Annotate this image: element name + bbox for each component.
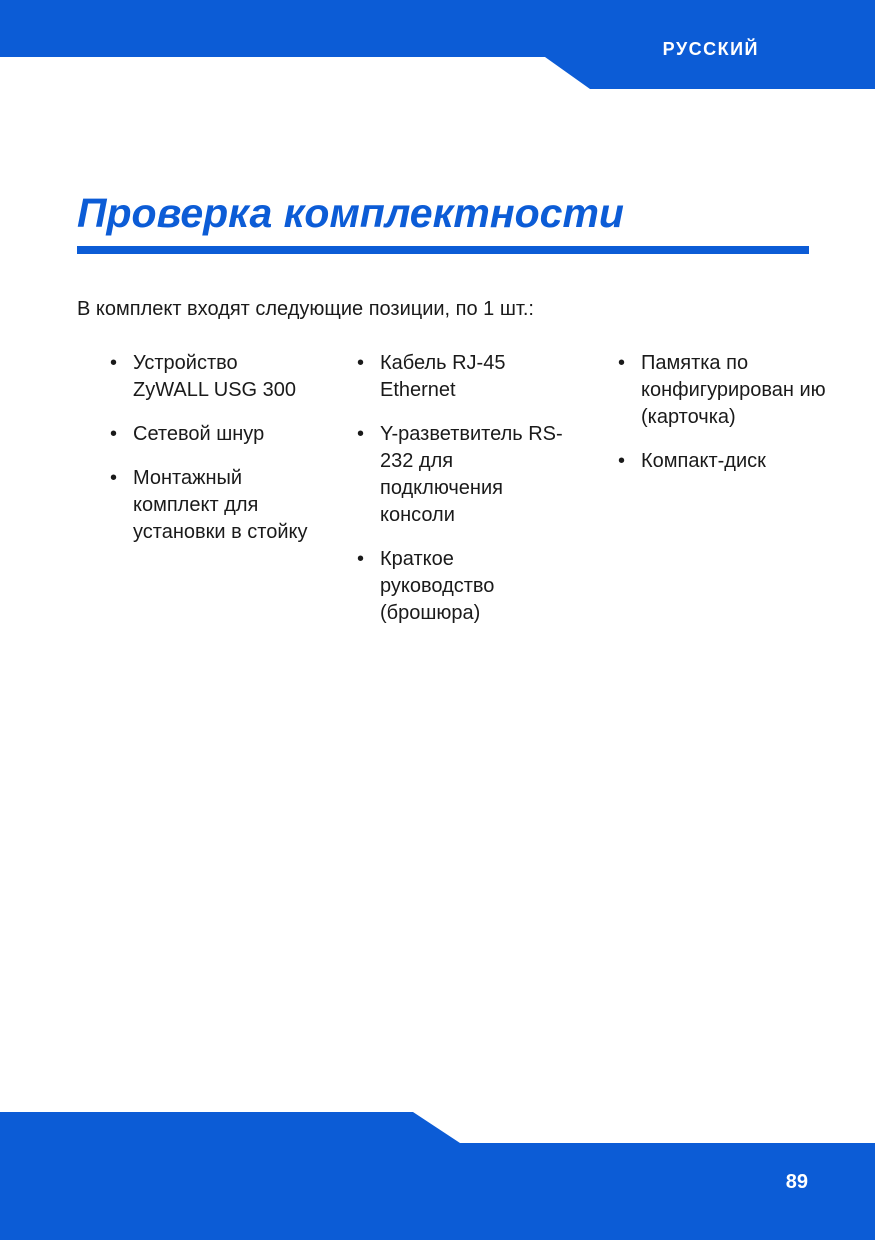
item-label: Монтажный комплект для установки в стойку <box>133 467 308 543</box>
list-item <box>618 350 848 431</box>
item-label: Y-разветвитель RS-232 для подключения консоли <box>380 423 563 526</box>
package-list-column-3 <box>618 350 848 492</box>
language-label: РУССКИЙ <box>662 39 759 59</box>
bullet-icon: • <box>357 352 365 374</box>
footer-band <box>0 1110 875 1240</box>
item-label: Сетевой шнур <box>133 423 265 445</box>
item-label: Компакт-диск <box>641 450 766 472</box>
list-item <box>357 421 567 529</box>
package-list-column-2 <box>357 350 567 644</box>
item-label: Краткое руководство (брошюра) <box>380 548 495 624</box>
title-divider <box>77 246 809 254</box>
item-label: Устройство ZyWALL USG 300 <box>133 352 297 401</box>
list-item <box>110 350 310 404</box>
bullet-icon: • <box>110 467 118 489</box>
bullet-icon: • <box>618 352 626 374</box>
bullet-icon: • <box>110 352 118 374</box>
list-item <box>357 350 567 404</box>
list-item <box>110 465 310 546</box>
bullet-icon: • <box>357 548 365 570</box>
bullet-icon: • <box>357 423 365 445</box>
intro-text: В комплект входят следующие позиции, по 1 шт.: <box>77 298 534 320</box>
page-number: 89 <box>785 1171 808 1193</box>
list-item <box>618 448 848 475</box>
list-item <box>110 421 310 448</box>
bullet-icon: • <box>110 423 118 445</box>
item-label: Кабель RJ-45 Ethernet <box>380 352 506 401</box>
item-label: Памятка по конфигурирован ию (карточка) <box>641 352 826 428</box>
package-list-column-1 <box>110 350 310 563</box>
bullet-icon: • <box>618 450 626 472</box>
page-title: Проверка комплектности <box>77 190 624 236</box>
list-item <box>357 546 567 627</box>
